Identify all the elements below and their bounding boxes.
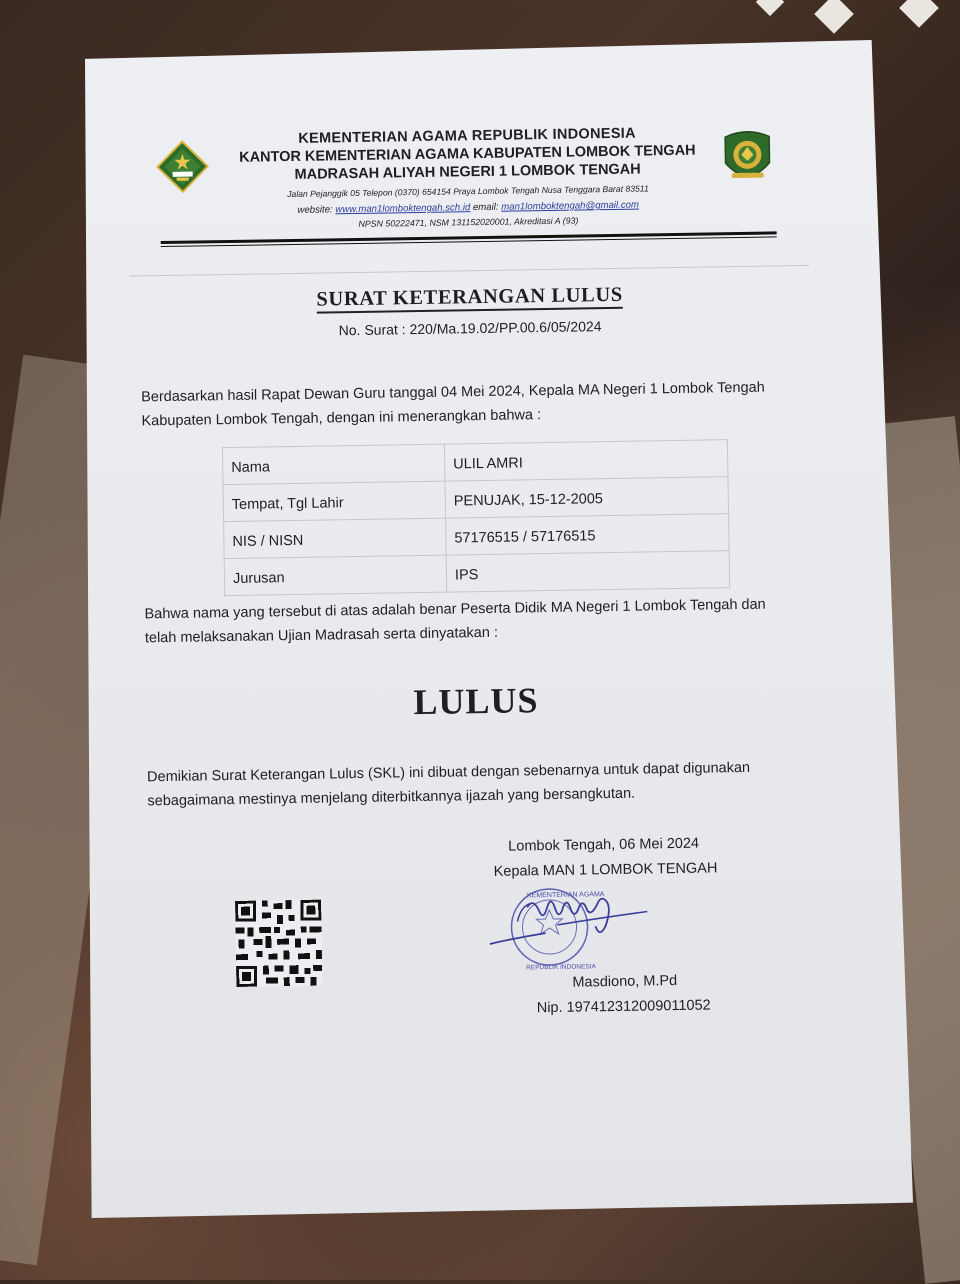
stamp-text-bottom: REPUBLIK INDONESIA bbox=[526, 963, 596, 972]
header-divider bbox=[129, 265, 809, 277]
letterhead bbox=[217, 124, 718, 231]
field-value: IPS bbox=[446, 551, 730, 592]
place-date: Lombok Tengah, 06 Mei 2024 bbox=[508, 835, 700, 855]
table-row bbox=[224, 551, 730, 596]
background-fabric-diamond bbox=[756, 0, 784, 16]
stamp-text-top: KEMENTERIAN AGAMA bbox=[526, 891, 605, 900]
background-fabric-diamond bbox=[899, 0, 939, 28]
signer-nip: Nip. 197412312009011052 bbox=[536, 997, 711, 1017]
email-link[interactable]: man1lomboktengah@gmail.com bbox=[501, 199, 640, 213]
school-name: MADRASAH ALIYAH NEGERI 1 LOMBOK TENGAH bbox=[294, 161, 641, 183]
website-label: website: bbox=[297, 204, 336, 216]
field-value: 57176515 / 57176515 bbox=[446, 514, 730, 555]
field-label: Nama bbox=[222, 444, 445, 484]
kemenag-logo-icon bbox=[155, 139, 210, 194]
field-label: Tempat, Tgl Lahir bbox=[223, 481, 446, 521]
intro-paragraph: Berdasarkan hasil Rapat Dewan Guru tanggal 04 Mei 2024, Kepala MA Negeri 1 Lombok Tengah Kabupaten Lombok Tengah, dengan ini menerangkan bahwa : bbox=[141, 379, 765, 430]
letter-title-text: SURAT KETERANGAN LULUS bbox=[316, 284, 623, 314]
field-value: PENUJAK, 15-12-2005 bbox=[445, 477, 729, 518]
letter-number: No. Surat : 220/Ma.19.02/PP.00.6/05/2024 bbox=[338, 318, 602, 339]
background-fabric-diamond bbox=[814, 0, 854, 34]
field-value: ULIL AMRI bbox=[444, 440, 728, 481]
statement-paragraph: Bahwa nama yang tersebut di atas adalah benar Peserta Didik MA Negeri 1 Lombok Tengah dan telah melaksanakan Ujian Madrasah serta dinyatakan : bbox=[144, 596, 766, 647]
qr-code-icon bbox=[235, 900, 322, 987]
signer-position: Kepala MAN 1 LOMBOK TENGAH bbox=[493, 860, 718, 880]
field-label: NIS / NISN bbox=[224, 518, 447, 558]
madrasah-logo-icon bbox=[719, 128, 776, 187]
website-link[interactable]: www.man1lomboktengah.sch.id bbox=[335, 202, 471, 216]
ministry-name: KEMENTERIAN AGAMA REPUBLIK INDONESIA bbox=[298, 125, 636, 147]
letter-document bbox=[76, 33, 922, 1224]
official-stamp-signature bbox=[487, 875, 659, 978]
email-label: email: bbox=[470, 201, 502, 214]
closing-paragraph: Demikian Surat Keterangan Lulus (SKL) ini dibuat dengan sebenarnya untuk dapat digunakan sebagaimana mestinya menjelang diterbitkannya ijazah yang bersangkutan. bbox=[146, 759, 751, 810]
field-label: Jurusan bbox=[224, 555, 447, 595]
letter-title bbox=[79, 280, 859, 315]
school-address: Jalan Pejanggik 05 Telepon (0370) 654154 Praya Lombok Tengah Nusa Tenggara Barat 83511 bbox=[287, 183, 649, 200]
result-status: LULUS bbox=[413, 680, 539, 723]
npsn-line: NPSN 50222471, NSM 131152020001, Akreditasi A (93) bbox=[358, 215, 579, 229]
signer-name: Masdiono, M.Pd bbox=[572, 973, 678, 991]
student-info-table bbox=[222, 439, 730, 596]
office-name: KANTOR KEMENTERIAN AGAMA KABUPATEN LOMBOK TENGAH bbox=[239, 142, 696, 166]
